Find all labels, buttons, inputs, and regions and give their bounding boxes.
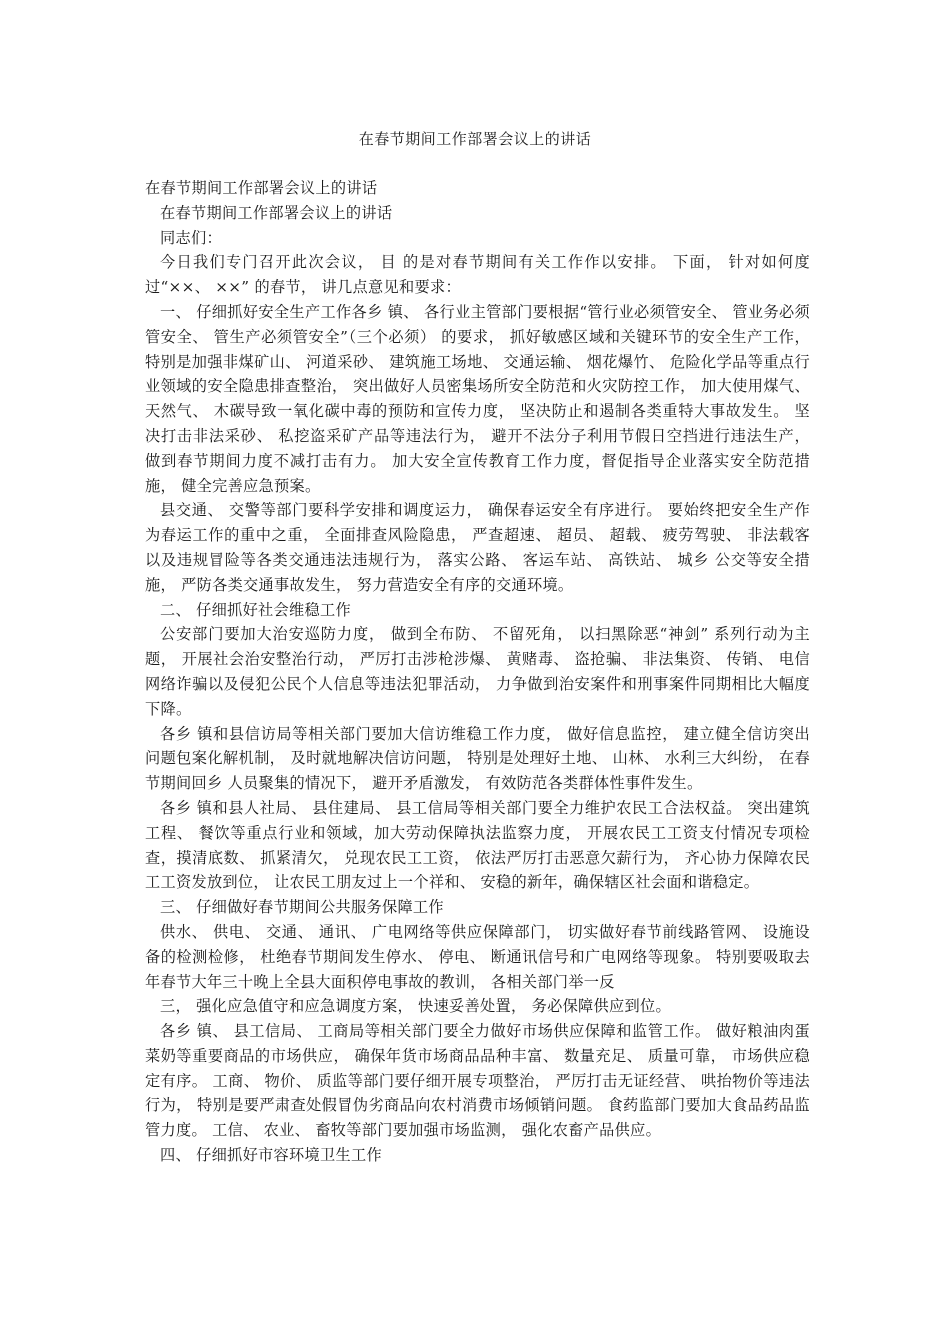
paragraph: 三， 强化应急值守和应急调度方案， 快速妥善处置， 务必保障供应到位。 bbox=[160, 997, 671, 1016]
document-title: 在春节期间工作部署会议上的讲话 bbox=[358, 130, 592, 148]
document-body bbox=[145, 176, 810, 1168]
paragraph: 各乡 镇、 县工信局、 工商局等相关部门要全力做好市场供应保障和监管工作。 做好粮油肉蛋菜奶等重要商品的市场供应， 确保年货市场商品品种丰富、 数量充足、 质量可靠， 市场供应稳定有序。 工商、 物价、 质监等部门要仔细开展专项整治， 严厉打击无证经营、 哄抬物价等违法行为， 特别是要严肃查处假冒伪劣商品向农村消费市场倾销问题。 食药监部门要加大食品药品监管力度。 工信、 农业、 畜牧等部门要加强市场监测， 强化农畜产品供应。 bbox=[145, 1022, 810, 1140]
paragraph: 各乡 镇和县人社局、 县住建局、 县工信局等相关部门要全力维护农民工合法权益。 突出建筑工程、 餐饮等重点行业和领域，加大劳动保障执法监察力度， 开展农民工工资支付情况专项检查，摸清底数、 抓紧清欠， 兑现农民工工资， 依法严厉打击恶意欠薪行为， 齐心协力保障农民工工资发放到位， 让农民工朋友过上一个祥和、 安稳的新年，确保辖区社会面和谐稳定。 bbox=[145, 798, 810, 892]
paragraph: 县交通、 交警等部门要科学安排和调度运力， 确保春运安全有序进行。 要始终把安全生产作为春运工作的重中之重， 全面排查风险隐患， 严查超速、 超员、 超载、 疲劳驾驶、 非法载客以及违规冒险等各类交通违法违规行为， 落实公路、 客运车站、 高铁站、 城乡 公交等安全措施， 严防各类交通事故发生， 努力营造安全有序的交通环境。 bbox=[145, 501, 810, 594]
paragraph: 二、 仔细抓好社会维稳工作 bbox=[160, 600, 351, 619]
paragraph: 供水、 供电、 交通、 通讯、 广电网络等供应保障部门， 切实做好春节前线路管网、 设施设备的检测检修， 杜绝春节期间发生停水、 停电、 断通讯信号和广电网络等现象。 特别要吸取去年春节大年三十晚上全县大面积停电事故的教训， 各相关部门举一反 bbox=[145, 922, 810, 991]
paragraph: 今日我们专门召开此次会议， 目 的是对春节期间有关工作作以安排。 下面， 针对如何度过“××、 ××” 的春节， 讲几点意见和要求： bbox=[145, 253, 810, 297]
paragraph: 各乡 镇和县信访局等相关部门要加大信访维稳工作力度， 做好信息监控， 建立健全信访突出问题包案化解机制， 及时就地解决信访问题， 特别是处理好土地、 山林、 水利三大纠纷， 在春节期间回乡 人员聚集的情况下， 避开矛盾激发， 有效防范各类群体性事件发生。 bbox=[145, 724, 810, 793]
paragraph: 在春节期间工作部署会议上的讲话 bbox=[145, 179, 378, 197]
paragraph: 同志们： bbox=[160, 228, 222, 247]
paragraph: 三、 仔细做好春节期间公共服务保障工作 bbox=[160, 898, 444, 917]
paragraph: 一、 仔细抓好安全生产工作各乡 镇、 各行业主管部门要根据“管行业必须管安全、 管业务必须管安全、 管生产必须管安全”（三个必须） 的要求， 抓好敏感区域和关键环节的安全生产工作， 特别是加强非煤矿山、 河道采砂、 建筑施工场地、 交通运输、 烟花爆竹、 危险化学品等重点行业领域的安全隐患排查整治， 突出做好人员密集场所安全防范和火灾防控工作， 加大使用煤气、 天然气、 木碳导致一氧化碳中毒的预防和宣传力度， 坚决防止和遏制各类重特大事故发生。 坚决打击非法采砂、 私挖盗采矿产品等违法行为， 避开不法分子利用节假日空挡进行违法生产， 做到春节期间力度不减打击有力。 加大安全宣传教育工作力度，督促指导企业落实安全防范措施， 健全完善应急预案。 bbox=[145, 302, 810, 495]
paragraph: 四、 仔细抓好市容环境卫生工作 bbox=[160, 1146, 382, 1165]
paragraph: 在春节期间工作部署会议上的讲话 bbox=[160, 203, 393, 222]
paragraph: 公安部门要加大治安巡防力度， 做到全布防、 不留死角， 以扫黑除恶“神剑” 系列行动为主题， 开展社会治安整治行动， 严厉打击涉枪涉爆、 黄赌毒、 盗抢骗、 非法集资、 传销、 电信网络诈骗以及侵犯公民个人信息等违法犯罪活动， 力争做到治安案件和刑事案件同期相比大幅度下降。 bbox=[145, 625, 810, 718]
